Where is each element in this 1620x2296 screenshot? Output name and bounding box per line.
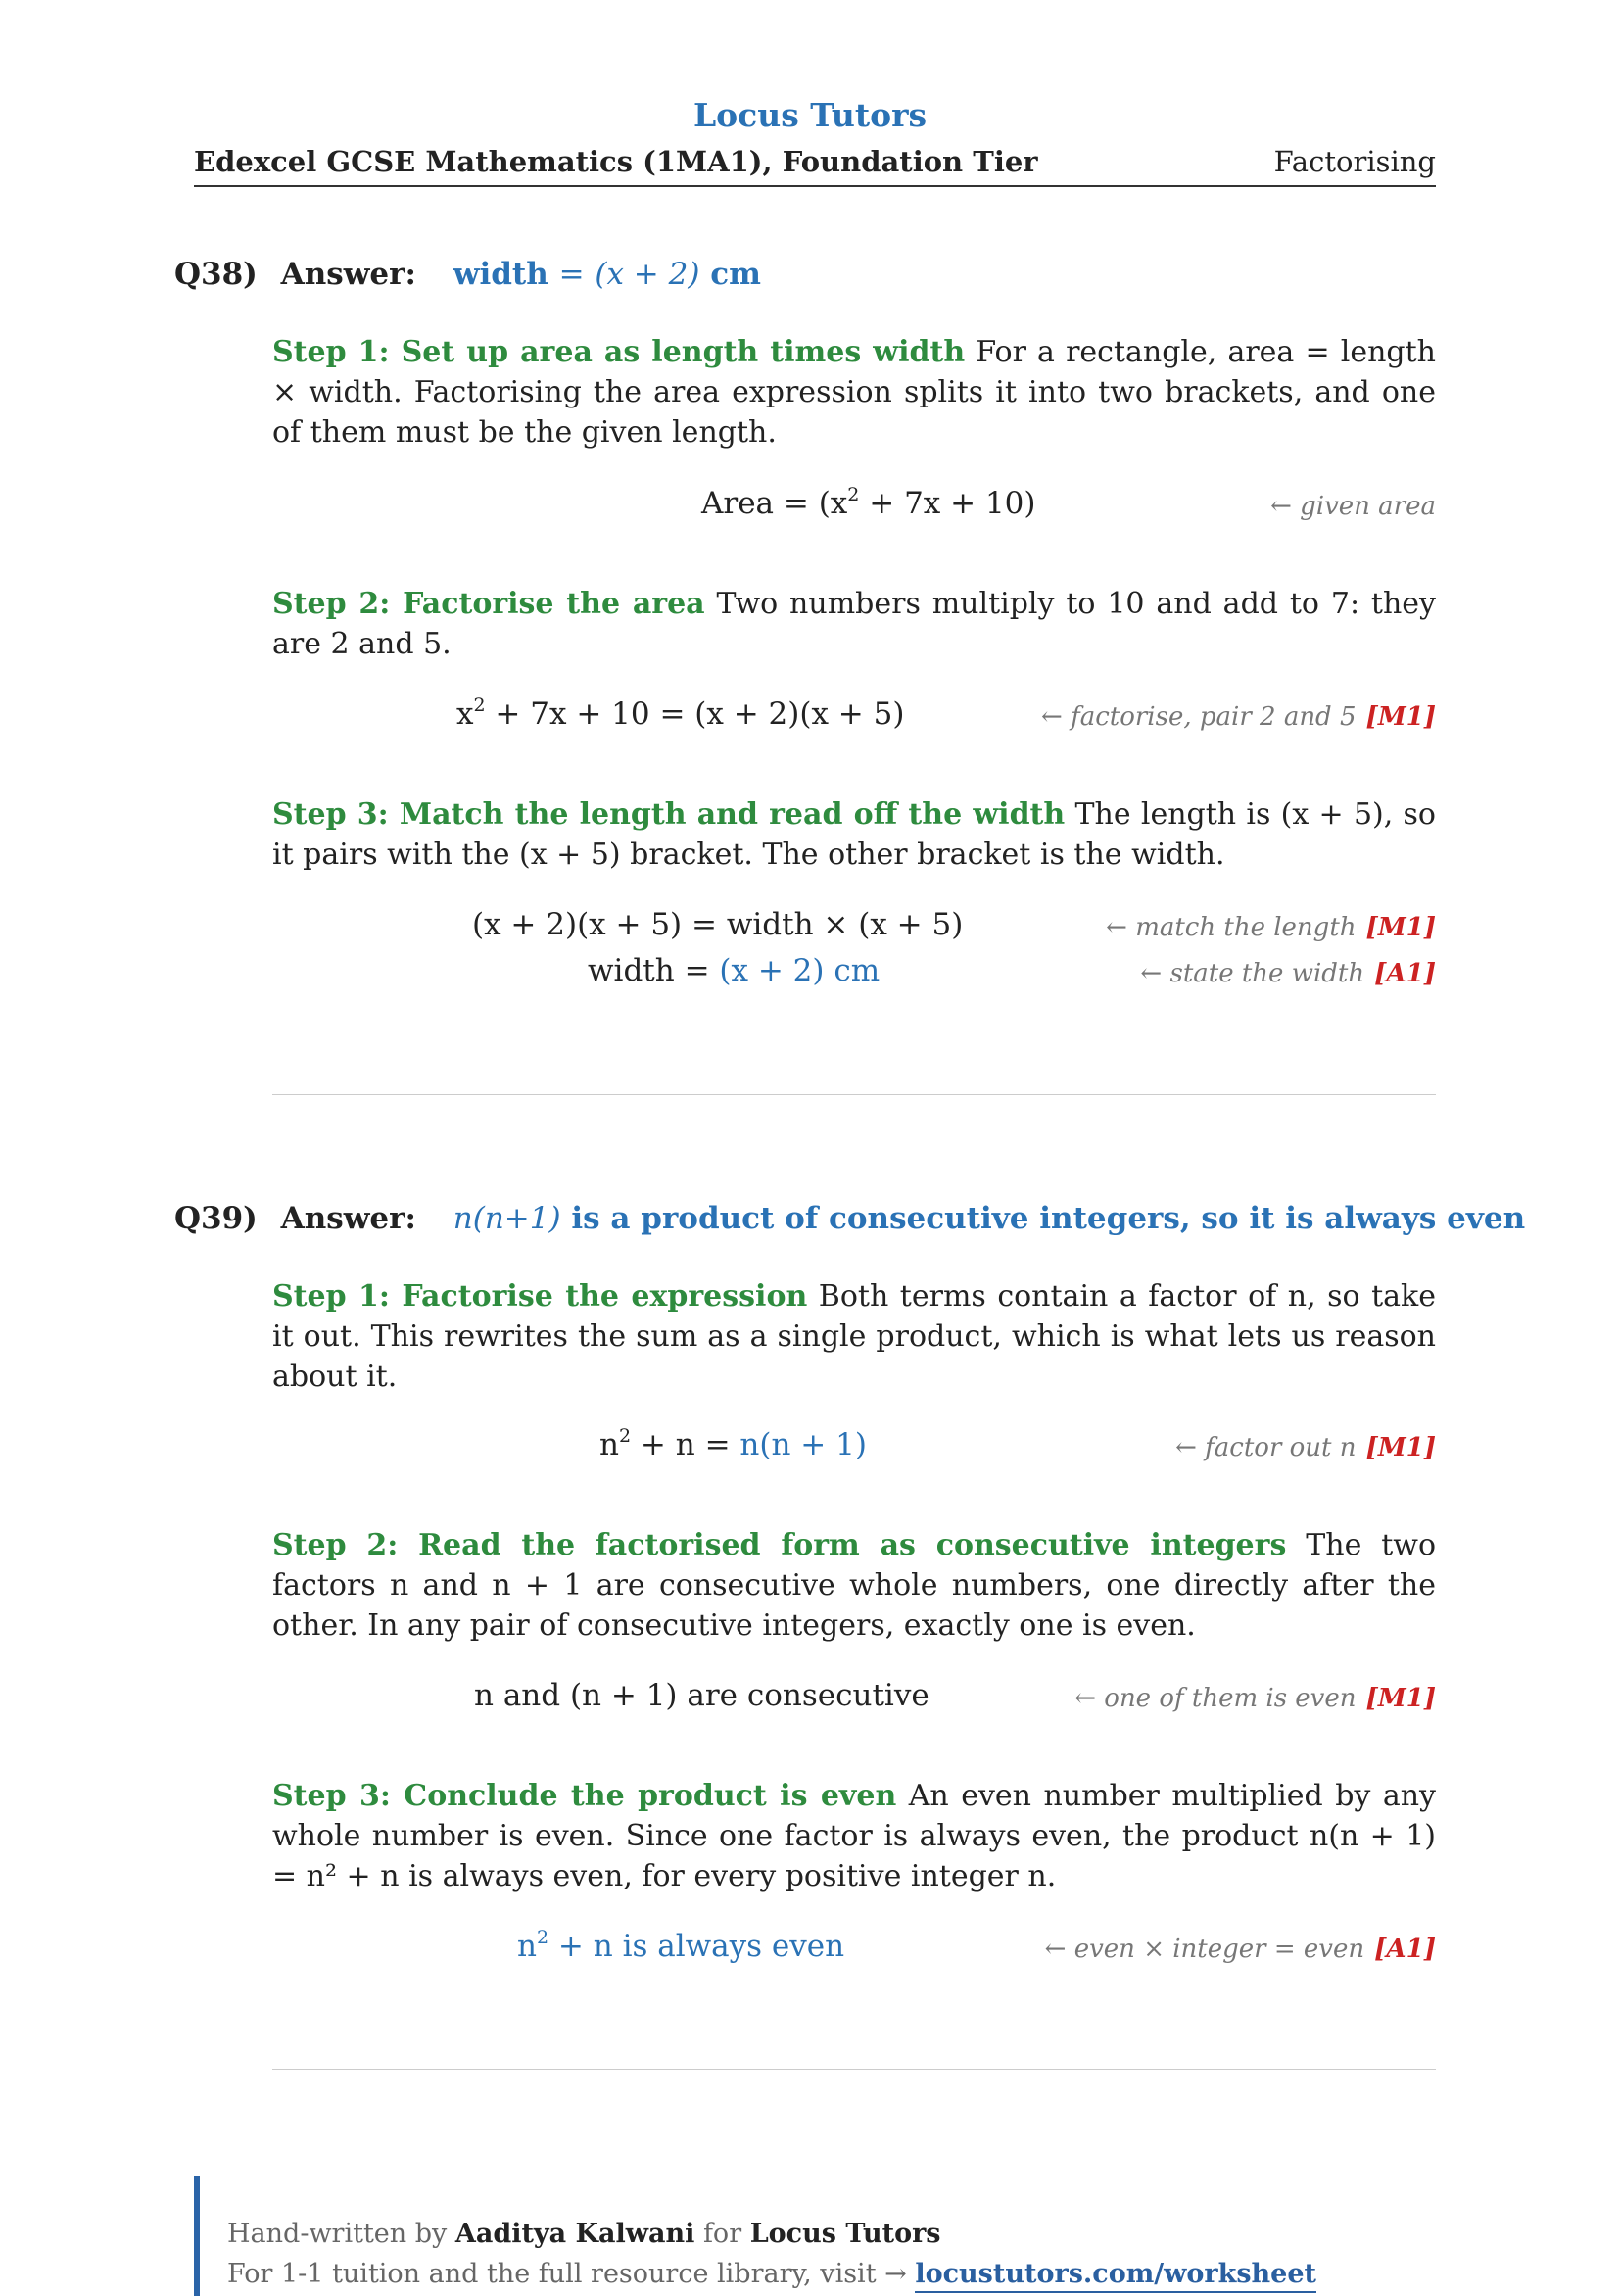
footer-visit: For 1-1 tuition and the full resource library, visit → locustutors.com/worksheet [227,2259,1316,2289]
mark-m1: [M1] [1365,1433,1436,1462]
q38-step1-title: Step 1: Set up area as length times width [272,335,966,369]
q39-step2 [272,1525,1436,1646]
course-title: Edexcel GCSE Mathematics (1MA1), Foundation Tier [194,145,1038,178]
q39-step2-text: The two factors n and n + 1 are consecutive whole numbers, one directly after the other. In any pair of consecutive integers, exactly one is even. [272,1528,1437,1643]
q38-step3-note2: ← state the width [A1] [1140,959,1436,988]
q38-label: Q38) [174,257,258,292]
mark-m1: [M1] [1365,1684,1436,1713]
mark-a1: [A1] [1374,959,1436,988]
q39-step1-note: ← factor out n [M1] [1175,1433,1436,1462]
mark-m1: [M1] [1365,913,1436,942]
q38-step3-text: The length is (x + 5), so it pairs with the (x + 5) bracket. The other bracket is the width. [272,797,1436,872]
q38-step2 [272,584,1436,664]
section-divider [272,2069,1436,2070]
q39-step2-note: ← one of them is even [M1] [1074,1684,1436,1713]
q39-label: Q39) [174,1201,258,1236]
q39-step1-math: $n^2 + n = n(n + 1)$ [599,1424,867,1462]
q39-step3 [272,1776,1436,1896]
q39-answer-label: Answer: [280,1201,416,1236]
q38-step3-math1: (x + 2)(x + 5) = width × (x + 5) [472,907,964,942]
q39-step2-math: n and (n + 1) are consecutive [474,1678,929,1713]
brand-title: Locus Tutors [692,96,928,134]
q39-answer: n(n+1) is a product of consecutive integers, so it is always even [453,1201,1526,1236]
q38-step3-title: Step 3: Match the length and read off the width [272,797,1066,832]
mark-a1: [A1] [1374,1935,1436,1964]
q39-step1 [272,1276,1436,1397]
footer-credit: Hand-written by Aaditya Kalwani for Locus Tutors [227,2219,941,2249]
footer-accent-bar [194,2176,200,2296]
q39-step3-note: ← even × integer = even [A1] [1044,1935,1436,1964]
q38-step3-note1: ← match the length [M1] [1106,913,1436,942]
q38-step1-math: Area = $(x^2 + 7x + 10)$ [701,483,1036,521]
q38-answer-row [174,257,761,292]
worksheet-link[interactable]: locustutors.com/worksheet [915,2259,1316,2293]
mark-m1: [M1] [1365,702,1436,732]
org-name: Locus Tutors [749,2219,941,2249]
q38-step3 [272,794,1436,875]
q38-step1 [272,332,1436,453]
q38-step2-text: Two numbers multiply to 10 and add to 7: they are 2 and 5. [272,587,1437,661]
q38-answer: width = (x + 2) cm [453,257,761,292]
q38-step2-note: ← factorise, pair 2 and 5 [M1] [1041,702,1436,732]
q38-answer-label: Answer: [280,257,416,292]
q39-answer-row [174,1201,1525,1236]
q39-step1-text: Both terms contain a factor of n, so take it out. This rewrites the sum as a single product, which is what lets us reason about it. [272,1279,1436,1394]
q38-step2-title: Step 2: Factorise the area [272,587,705,621]
q39-step3-math: $n^2 + n$ is always even [517,1926,845,1964]
author-name: Aaditya Kalwani [454,2219,695,2249]
q38-step2-math: $x^2 + 7x + 10 = (x + 2)(x + 5)$ [456,694,905,732]
q38-step1-note: ← given area [1270,492,1436,521]
q39-step1-title: Step 1: Factorise the expression [272,1279,808,1314]
topic-title: Factorising [1273,145,1436,178]
q39-step3-title: Step 3: Conclude the product is even [272,1779,897,1813]
q39-step3-text: An even number multiplied by any whole number is even. Since one factor is always even, the product n(n + 1) = n² + n is always even, for every positive integer n. [272,1779,1436,1893]
section-divider [272,1094,1436,1095]
q38-step3-math2: width = (x + 2) cm [588,953,881,988]
header-divider [194,185,1436,187]
q38-step1-text: For a rectangle, area = length × width. Factorising the area expression splits it into two brackets, and one of them must be the given length. [272,335,1436,450]
q39-step2-title: Step 2: Read the factorised form as consecutive integers [272,1528,1287,1562]
